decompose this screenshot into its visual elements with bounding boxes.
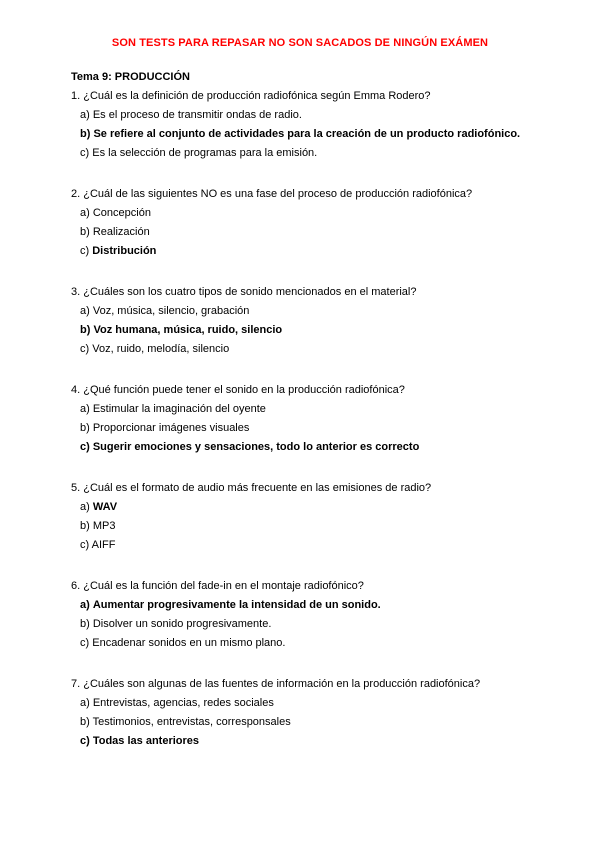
option-text: WAV <box>92 501 118 513</box>
answer-option <box>80 638 561 651</box>
option-letter: b) <box>80 226 90 238</box>
question-text: 5. ¿Cuál es el formato de audio más frecuente en las emisiones de radio? <box>71 482 432 494</box>
answer-option <box>80 306 561 319</box>
option-text: Concepción <box>92 207 151 219</box>
question-text: 1. ¿Cuál es la definición de producción radiofónica según Emma Rodero? <box>71 90 431 102</box>
question-4 <box>71 385 561 455</box>
option-letter: a) <box>80 501 90 513</box>
option-letter: c) <box>80 441 90 453</box>
answer-option-correct <box>80 502 561 515</box>
answer-option-correct <box>80 246 561 259</box>
question-text: 7. ¿Cuáles son algunas de las fuentes de información en la producción radiofónica? <box>71 678 481 690</box>
option-letter: b) <box>80 324 91 336</box>
question-text: 4. ¿Qué función puede tener el sonido en la producción radiofónica? <box>71 384 405 396</box>
answer-option <box>80 208 561 221</box>
option-letter: a) <box>80 403 90 415</box>
option-letter: a) <box>80 207 90 219</box>
option-letter: c) <box>80 245 90 257</box>
option-text: Disolver un sonido progresivamente. <box>92 618 272 630</box>
option-text: Realización <box>92 226 150 238</box>
question-text: 6. ¿Cuál es la función del fade-in en el montaje radiofónico? <box>71 580 364 592</box>
option-text: Estimular la imaginación del oyente <box>92 403 266 415</box>
option-letter: c) <box>80 735 90 747</box>
option-letter: c) <box>80 343 90 355</box>
option-letter: c) <box>80 539 90 551</box>
disclaimer-banner: SON TESTS PARA REPASAR NO SON SACADOS DE NINGÚN EXÁMEN <box>111 37 489 49</box>
answer-option-correct <box>80 325 561 338</box>
answer-option <box>80 148 561 161</box>
question-2 <box>71 189 561 259</box>
question-1 <box>71 91 561 161</box>
option-text: Voz humana, música, ruido, silencio <box>93 324 283 336</box>
option-text: Entrevistas, agencias, redes sociales <box>92 697 274 709</box>
answer-option <box>80 227 561 240</box>
answer-option <box>80 717 561 730</box>
question-text: 2. ¿Cuál de las siguientes NO es una fase del proceso de producción radiofónica? <box>71 188 473 200</box>
question-list <box>71 91 561 777</box>
option-text: Testimonios, entrevistas, corresponsales <box>92 716 291 728</box>
question-7 <box>71 679 561 749</box>
question-5 <box>71 483 561 553</box>
question-text: 3. ¿Cuáles son los cuatro tipos de sonido mencionados en el material? <box>71 286 417 298</box>
option-letter: c) <box>80 637 90 649</box>
option-letter: b) <box>80 520 90 532</box>
option-text: MP3 <box>92 520 116 532</box>
answer-option-correct <box>80 736 561 749</box>
option-letter: b) <box>80 716 90 728</box>
option-text: Proporcionar imágenes visuales <box>92 422 250 434</box>
option-text: Voz, música, silencio, grabación <box>92 305 250 317</box>
option-letter: b) <box>80 422 90 434</box>
answer-option <box>80 619 561 632</box>
option-letter: a) <box>80 697 90 709</box>
option-letter: a) <box>80 305 90 317</box>
question-6 <box>71 581 561 651</box>
option-letter: b) <box>80 128 91 140</box>
option-text: Aumentar progresivamente la intensidad de un sonido. <box>92 599 381 611</box>
answer-option <box>80 521 561 534</box>
option-text: Sugerir emociones y sensaciones, todo lo anterior es correcto <box>92 441 420 453</box>
answer-option-correct <box>80 129 561 142</box>
option-text: Encadenar sonidos en un mismo plano. <box>92 637 286 649</box>
answer-option <box>80 404 561 417</box>
option-letter: a) <box>80 109 90 121</box>
question-3 <box>71 287 561 357</box>
option-text: Es el proceso de transmitir ondas de radio. <box>92 109 302 121</box>
option-text: Voz, ruido, melodía, silencio <box>92 343 230 355</box>
option-letter: c) <box>80 147 90 159</box>
answer-option <box>80 540 561 553</box>
section-title: Tema 9: PRODUCCIÓN <box>71 71 190 83</box>
answer-option-correct <box>80 442 561 455</box>
answer-option-correct <box>80 600 561 613</box>
answer-option <box>80 698 561 711</box>
option-text: Es la selección de programas para la emisión. <box>92 147 318 159</box>
option-text: Todas las anteriores <box>92 735 200 747</box>
answer-option <box>80 110 561 123</box>
option-letter: a) <box>80 599 90 611</box>
option-letter: b) <box>80 618 90 630</box>
option-text: Se refiere al conjunto de actividades para la creación de un producto radiofónico. <box>93 128 521 140</box>
answer-option <box>80 344 561 357</box>
option-text: AIFF <box>91 539 116 551</box>
option-text: Distribución <box>92 245 157 257</box>
answer-option <box>80 423 561 436</box>
